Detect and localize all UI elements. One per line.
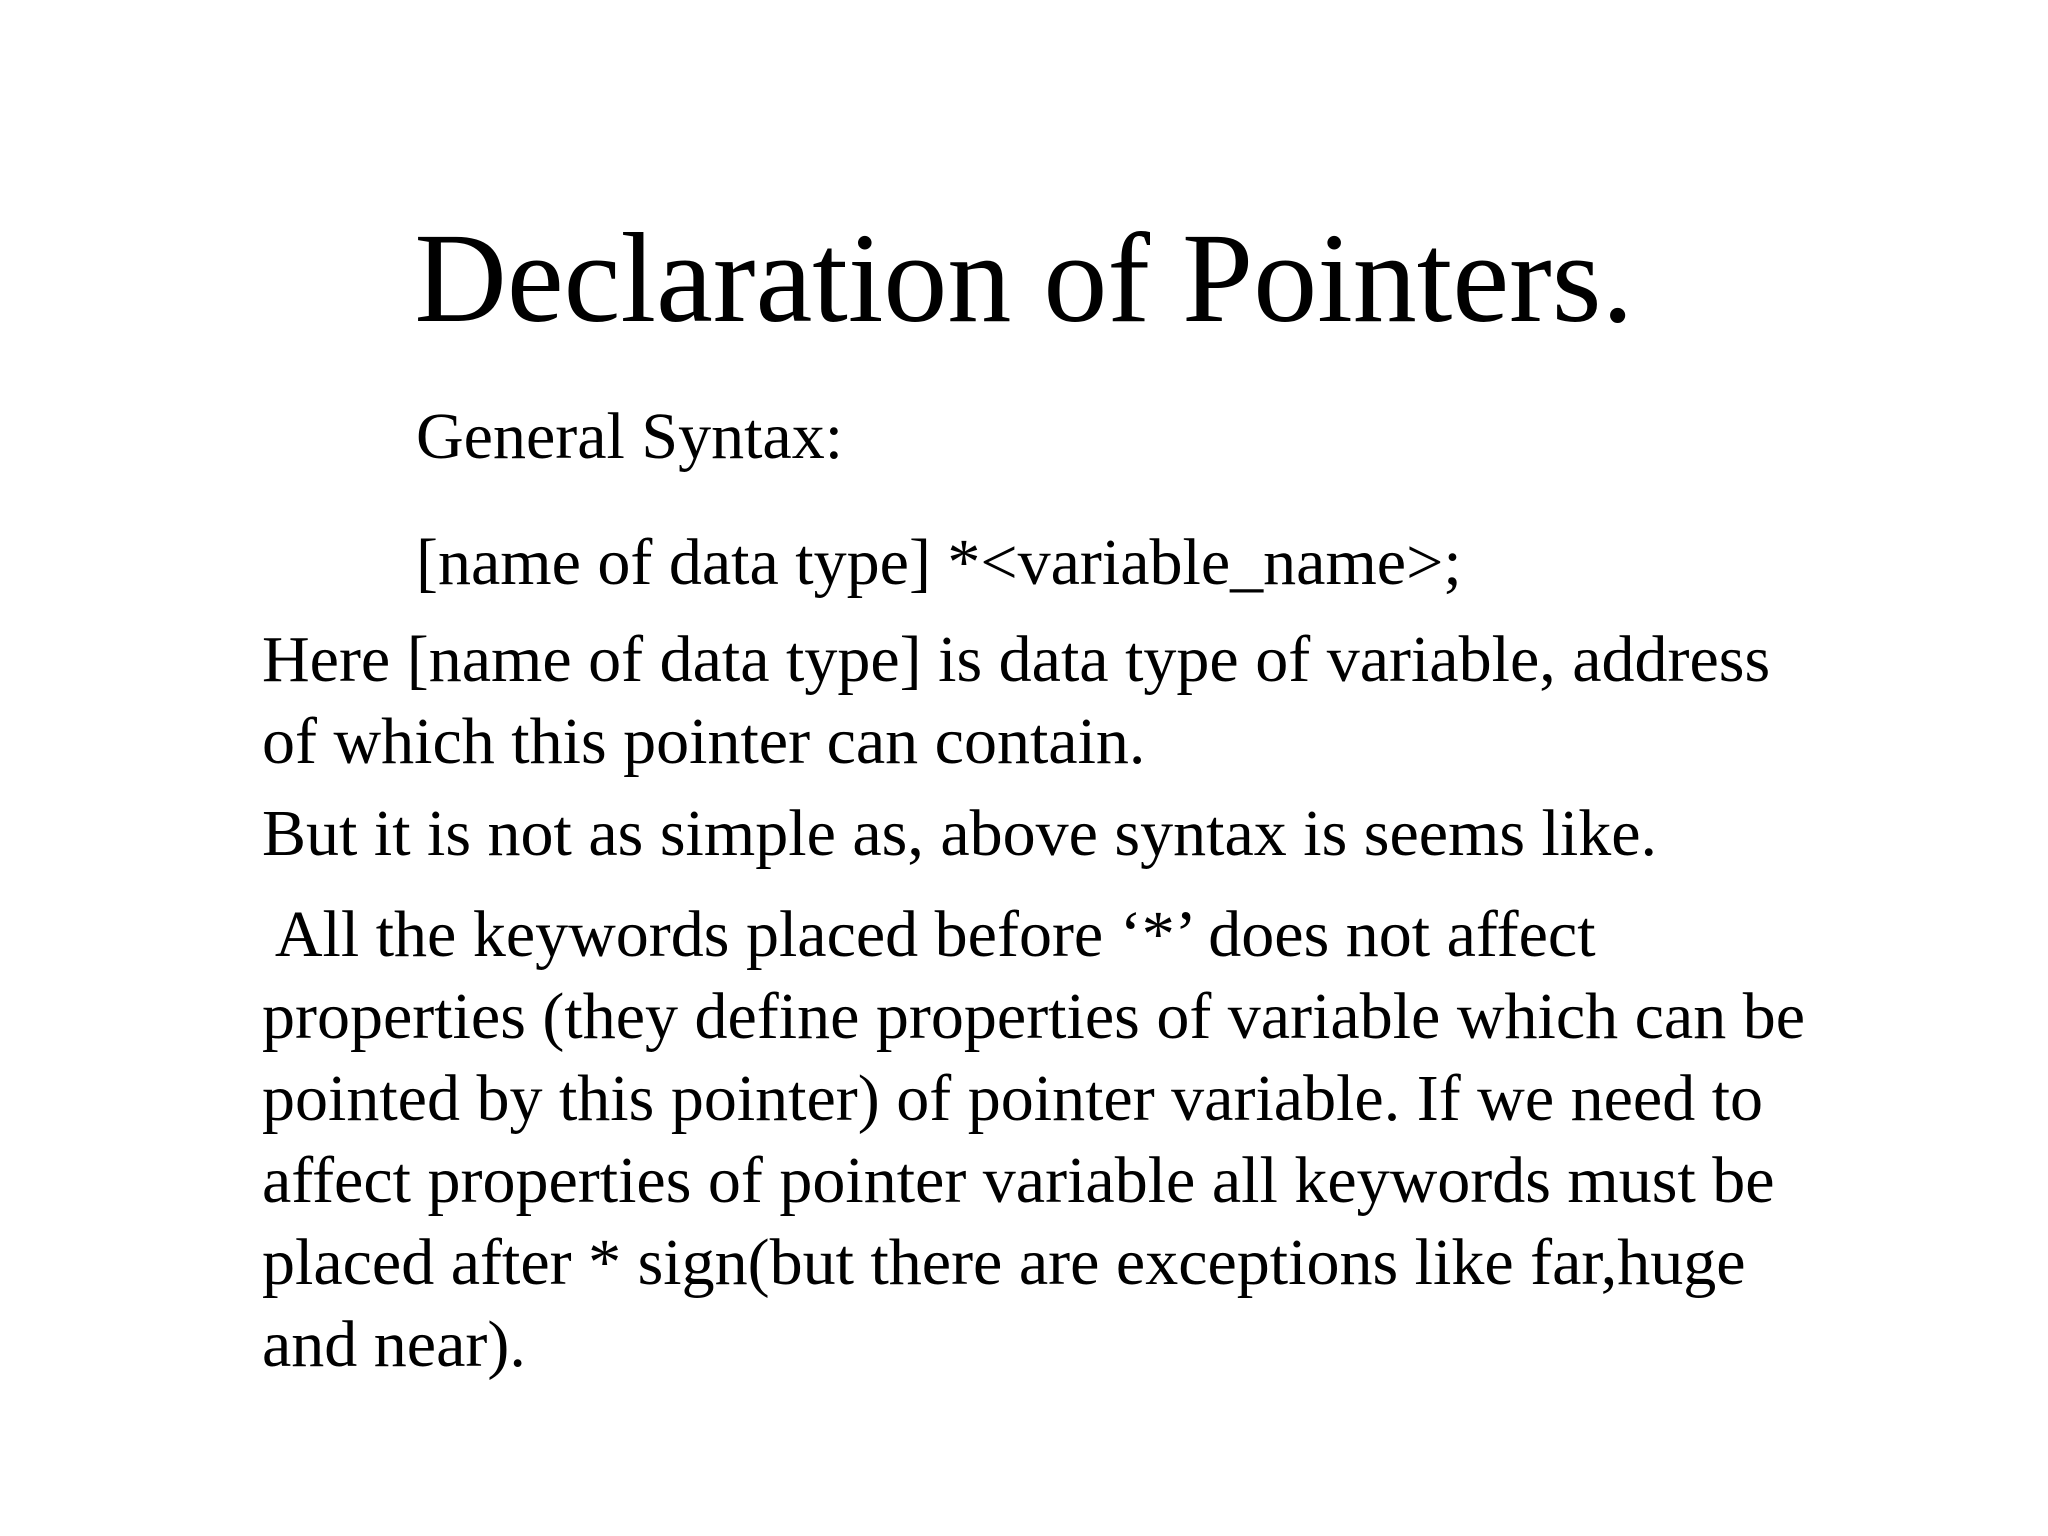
slide-title: Declaration of Pointers. [414,207,1634,349]
paragraph-line: and near). [262,1308,526,1381]
syntax-code: [name of data type] *<variable_name>; [416,526,1462,599]
paragraph-line: But it is not as simple as, above syntax is seems like. [262,797,1658,870]
paragraph-line: All the keywords placed before ‘*’ does not affect [262,898,1596,971]
paragraph-line: placed after * sign(but there are exceptions like far,huge [262,1226,1746,1299]
paragraph-line: affect properties of pointer variable all keywords must be [262,1144,1775,1217]
paragraph-data-type-explanation [262,619,2002,783]
paragraph-keywords-placement [262,894,2002,1386]
paragraph-line: of which this pointer can contain. [262,705,1146,778]
paragraph-not-simple [262,793,2002,875]
syntax-label: General Syntax: [416,400,844,473]
paragraph-line: Here [name of data type] is data type of variable, address [262,623,1771,696]
paragraph-line: properties (they define properties of variable which can be [262,980,1806,1053]
paragraph-line: pointed by this pointer) of pointer variable. If we need to [262,1062,1764,1135]
